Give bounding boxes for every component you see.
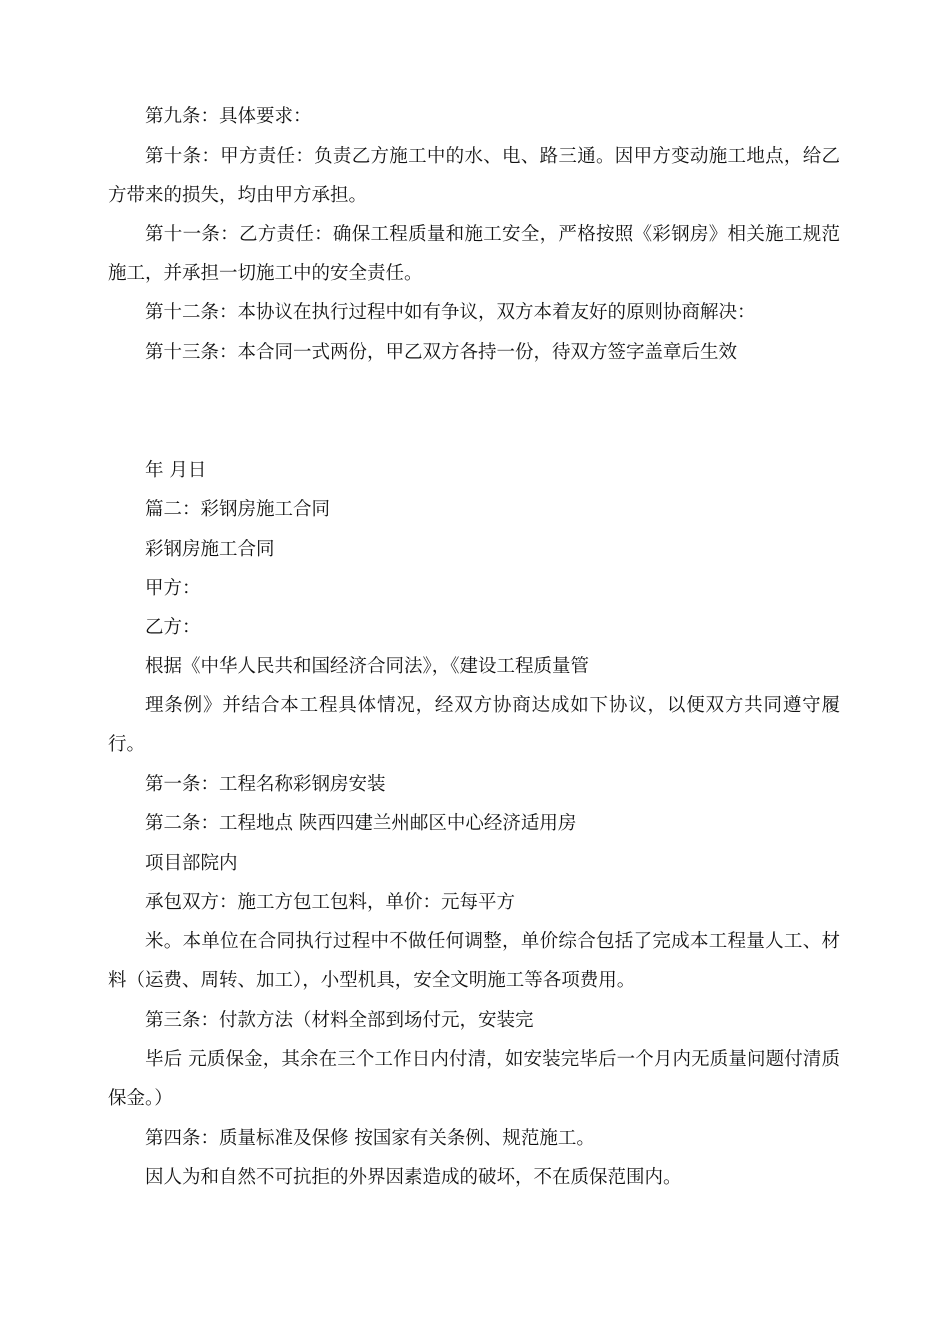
party-a: 甲方： bbox=[145, 578, 201, 599]
article-2-continued: 项目部院内 bbox=[145, 853, 238, 874]
contracting-terms-continued: 米。本单位在合同执行过程中不做任何调整，单价综合包括了完成本工程量人工、材料（运费、周转、加工），小型机具，安全文明施工等各项费用。 bbox=[108, 931, 840, 991]
article-9: 第九条：具体要求： bbox=[145, 106, 312, 127]
article-11: 第十一条：乙方责任：确保工程质量和施工安全，严格按照《彩钢房》相关施工规范施工，并承担一切施工中的安全责任。 bbox=[108, 224, 840, 284]
date-line: 年 月日 bbox=[145, 460, 207, 481]
article-3: 第三条：付款方法（材料全部到场付元，安装完 bbox=[145, 1010, 534, 1031]
section-heading: 篇二：彩钢房施工合同 bbox=[145, 499, 331, 520]
preamble-line-2: 理条例》并结合本工程具体情况，经双方协商达成如下协议，以便双方共同遵守履行。 bbox=[108, 695, 840, 755]
contract-title: 彩钢房施工合同 bbox=[145, 539, 275, 560]
article-13: 第十三条：本合同一式两份，甲乙双方各持一份，待双方签字盖章后生效 bbox=[145, 342, 738, 363]
article-2: 第二条：工程地点 陕西四建兰州邮区中心经济适用房 bbox=[145, 813, 577, 834]
article-12: 第十二条：本协议在执行过程中如有争议，双方本着友好的原则协商解决： bbox=[145, 302, 756, 323]
article-3-continued: 毕后 元质保金，其余在三个工作日内付清，如安装完毕后一个月内无质量问题付清质保金。） bbox=[108, 1049, 840, 1109]
party-b: 乙方： bbox=[145, 617, 201, 638]
article-4: 第四条：质量标准及保修 按国家有关条例、规范施工。 bbox=[145, 1128, 595, 1149]
contracting-terms: 承包双方：施工方包工包料，单价：元每平方 bbox=[145, 892, 516, 913]
article-10: 第十条：甲方责任：负责乙方施工中的水、电、路三通。因甲方变动施工地点，给乙方带来的损失，均由甲方承担。 bbox=[108, 146, 840, 206]
preamble-line-1: 根据《中华人民共和国经济合同法》，《建设工程质量管 bbox=[145, 656, 590, 677]
article-1: 第一条：工程名称彩钢房安装 bbox=[145, 774, 386, 795]
warranty-exclusion: 因人为和自然不可抗拒的外界因素造成的破坏，不在质保范围内。 bbox=[145, 1167, 682, 1188]
